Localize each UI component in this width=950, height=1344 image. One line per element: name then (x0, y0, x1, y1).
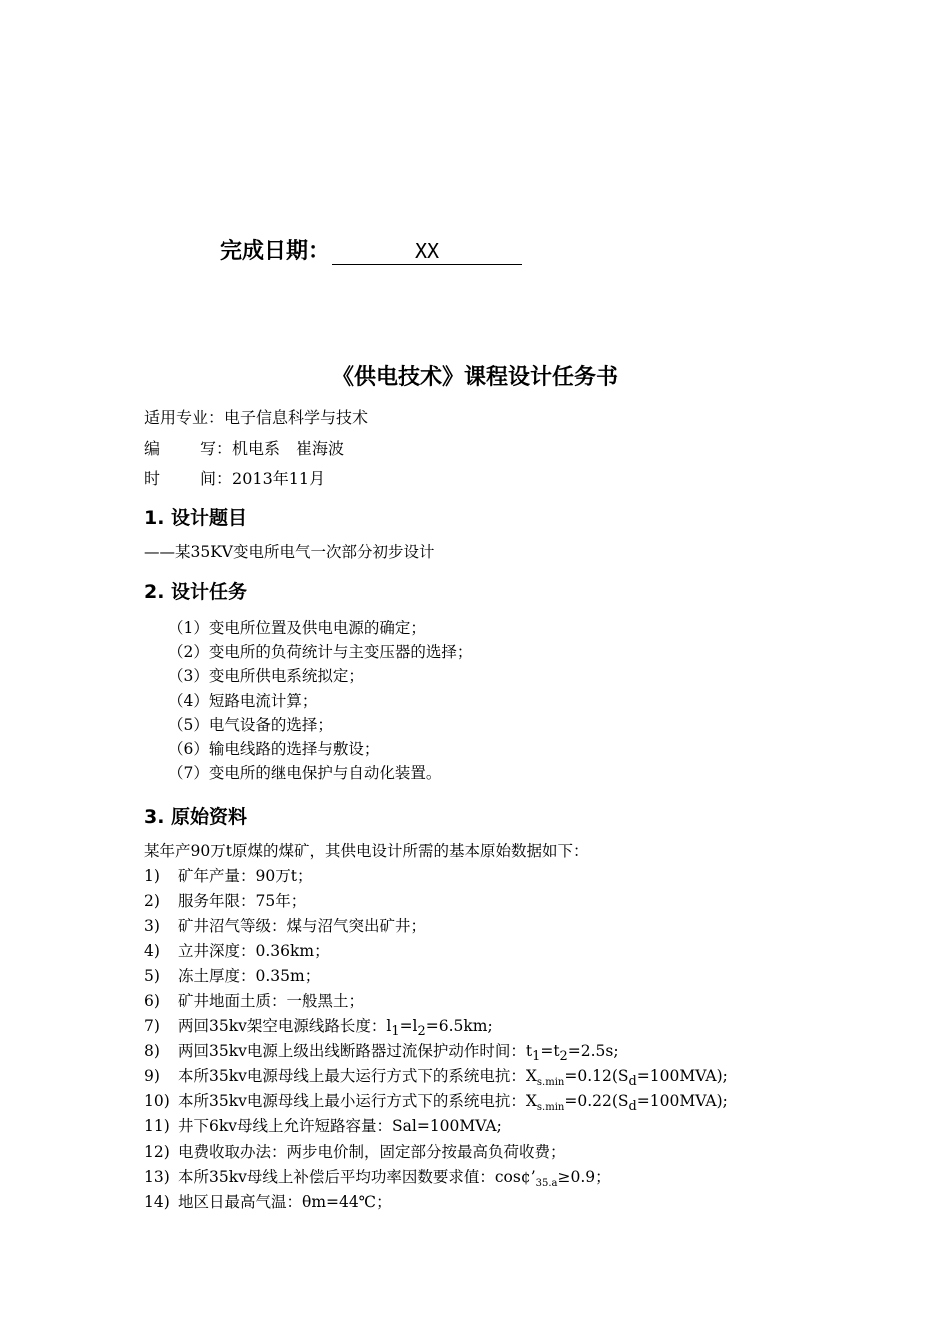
major-value: 电子信息科学与技术 (224, 408, 369, 427)
author-label-2: 写： (200, 439, 233, 458)
item-number: 5) (144, 967, 160, 986)
list-item (144, 889, 728, 914)
list-item: （4）短路电流计算； (168, 691, 318, 710)
meta-time (144, 466, 325, 489)
list-item (144, 939, 728, 964)
document-title: 《供电技术》课程设计任务书 (331, 365, 618, 390)
item-text: =2.5s; (567, 1042, 619, 1061)
author-value: 机电系 崔海波 (232, 439, 345, 458)
item-text: 矿井沼气等级：煤与沼气突出矿井； (178, 917, 427, 936)
item-text: 本所35kv母线上补偿后平均功率因数要求值：cos¢’ (178, 1167, 536, 1186)
list-item (144, 1014, 728, 1039)
list-item: （3）变电所供电系统拟定； (168, 667, 364, 686)
item-text: =100MVA); (636, 1092, 728, 1111)
completion-date-value: XX (332, 238, 522, 265)
list-item: （1）变电所位置及供电电源的确定； (168, 619, 426, 637)
list-item: （7）变电所的继电保护与自动化装置。 (168, 764, 442, 783)
list-item (144, 1114, 728, 1139)
item-text: 冻土厚度：0.35m； (178, 967, 321, 986)
data-intro: 某年产90万t原煤的煤矿，其供电设计所需的基本原始数据如下： (144, 842, 589, 860)
section-2-heading: 2. 设计任务 (144, 581, 248, 603)
item-number: 4) (144, 942, 160, 961)
subscript: 1 (391, 1024, 400, 1040)
item-text: 矿年产量：90万t； (178, 867, 313, 885)
item-number: 6) (144, 992, 160, 1011)
item-number: 14) (144, 1192, 170, 1211)
meta-author (144, 436, 344, 459)
item-text: =l (399, 1017, 418, 1036)
item-text: 两回35kv架空电源线路长度：l (178, 1017, 392, 1036)
item-number: 2) (144, 892, 160, 911)
subscript: d (628, 1099, 637, 1115)
item-text: =0.22(S (564, 1092, 629, 1111)
item-number: 12) (144, 1142, 170, 1161)
item-text: =100MVA); (636, 1067, 728, 1086)
subscript: 1 (532, 1049, 541, 1065)
item-text: =0.12(S (564, 1067, 629, 1086)
list-item (144, 1064, 728, 1089)
section-3-heading: 3. 原始资料 (144, 806, 248, 828)
item-text: 本所35kv电源母线上最小运行方式下的系统电抗：X (178, 1092, 537, 1111)
design-topic: ——某35KV变电所电气一次部分初步设计 (144, 543, 435, 561)
item-number: 10) (144, 1092, 170, 1111)
list-item: （2）变电所的负荷统计与主变压器的选择； (168, 643, 473, 662)
completion-date-label: 完成日期： (220, 239, 331, 264)
item-number: 13) (144, 1167, 170, 1186)
time-value: 2013年11月 (232, 469, 326, 488)
item-number: 11) (144, 1117, 170, 1136)
task-list (168, 616, 472, 785)
list-item (144, 914, 728, 939)
item-text: 地区日最高气温：θm=44℃； (178, 1192, 392, 1211)
item-text: 电费收取办法：两步电价制，固定部分按最高负荷收费； (178, 1142, 566, 1161)
list-item (144, 1190, 728, 1215)
item-text: 立井深度：0.36km； (178, 942, 330, 961)
item-text: 井下6kv母线上允许短路容量：Sal=100MVA; (178, 1117, 502, 1136)
item-number: 1) (144, 867, 160, 885)
list-item (144, 1140, 728, 1165)
subscript: 2 (559, 1049, 568, 1065)
subscript: 35.a (535, 1177, 558, 1189)
author-label-1: 编 (144, 439, 161, 458)
section-1-heading: 1. 设计题目 (144, 507, 248, 529)
list-item (144, 964, 728, 989)
item-text: 本所35kv电源母线上最大运行方式下的系统电抗：X (178, 1067, 537, 1086)
subscript: s.min (536, 1102, 565, 1114)
meta-major (144, 405, 368, 428)
list-item (144, 989, 728, 1014)
list-item: （5）电气设备的选择； (168, 715, 333, 734)
item-text: =t (540, 1042, 560, 1061)
subscript: s.min (536, 1077, 565, 1089)
item-text: 服务年限：75年； (178, 892, 307, 911)
item-text: ≥0.9； (557, 1167, 611, 1186)
time-label-2: 间： (200, 469, 233, 488)
time-label-1: 时 (144, 469, 161, 488)
item-number: 8) (144, 1042, 160, 1061)
item-text: =6.5km; (425, 1017, 493, 1036)
list-item (144, 1165, 728, 1190)
item-number: 7) (144, 1017, 160, 1036)
subscript: 2 (417, 1024, 426, 1040)
item-text: 两回35kv电源上级出线断路器过流保护动作时间：t (178, 1042, 533, 1061)
major-label: 适用专业： (144, 408, 225, 427)
list-item (144, 1039, 728, 1064)
item-number: 9) (144, 1067, 160, 1086)
completion-date (220, 234, 522, 265)
list-item (144, 1089, 728, 1114)
item-number: 3) (144, 917, 160, 936)
list-item (144, 864, 728, 889)
item-text: 矿井地面土质：一般黑土； (178, 992, 365, 1011)
list-item: （6）输电线路的选择与敷设； (168, 739, 380, 758)
data-list (144, 864, 728, 1215)
subscript: d (628, 1074, 637, 1090)
